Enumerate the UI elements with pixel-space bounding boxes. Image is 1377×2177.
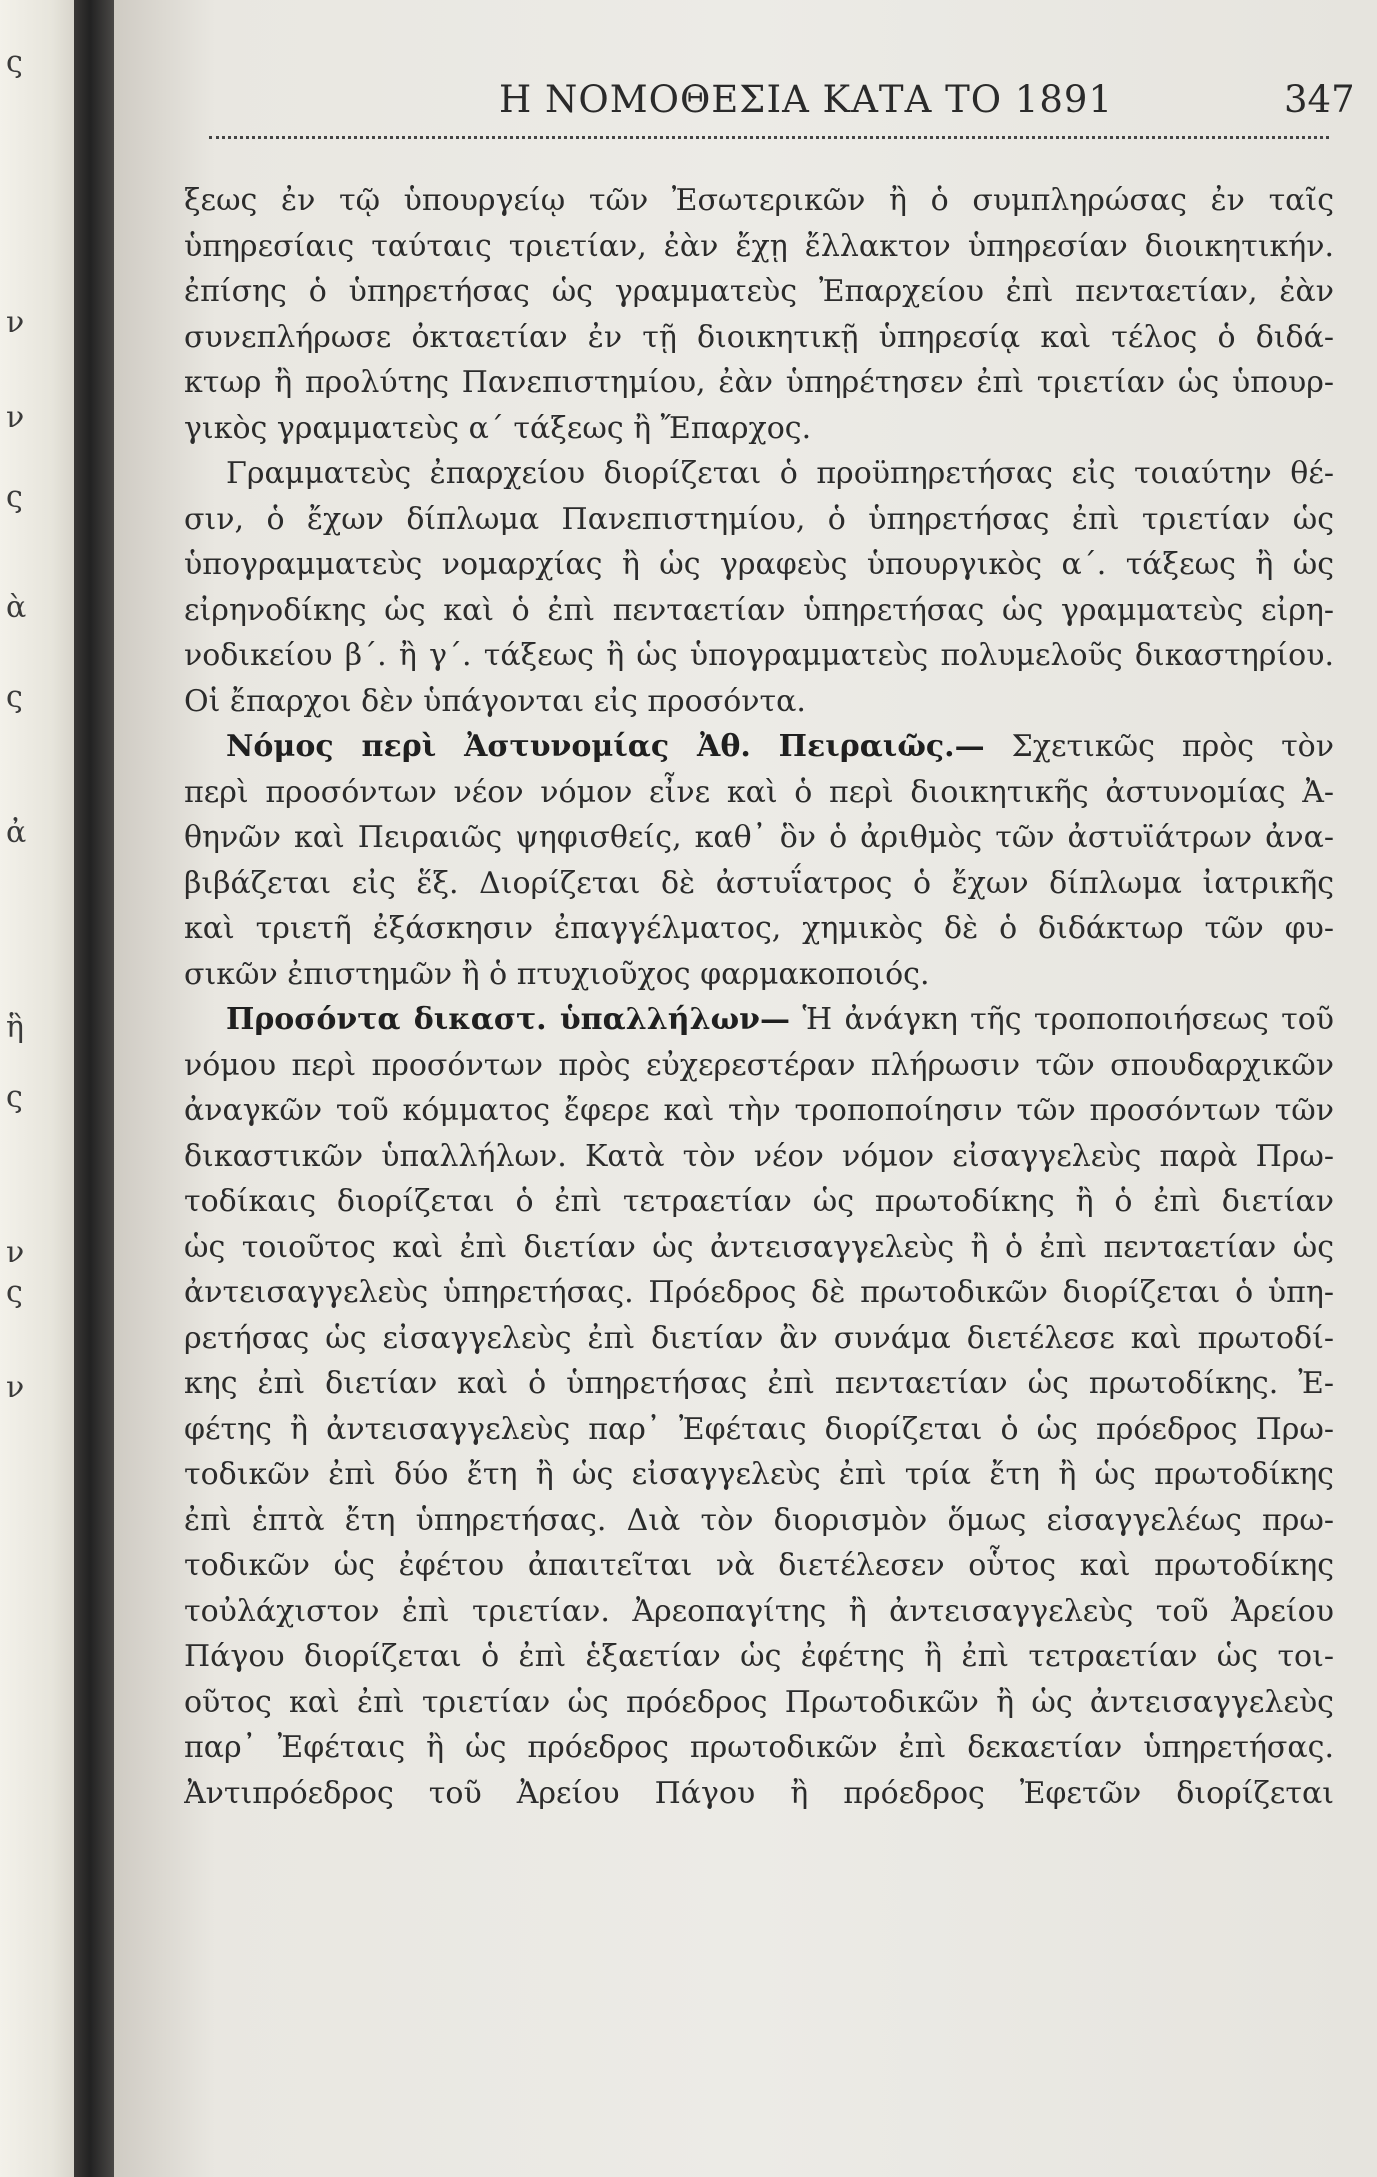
book-gutter <box>74 0 114 2177</box>
text-line <box>184 178 1334 224</box>
line-text: φέτης ἢ ἀντεισαγγελεὺς παρ᾽ Ἐφέταις διορίζεται ὁ ὡς πρόεδρος Πρω- <box>184 1411 1334 1447</box>
line-text: γικὸς γραμματεὺς α΄ τάξεως ἢ Ἔπαρχος. <box>184 410 812 446</box>
line-text: ἀναγκῶν τοῦ κόμματος ἔφερε καὶ τὴν τροποποίησιν τῶν προσόντων τῶν <box>184 1093 1334 1128</box>
line-text: οῦτος καὶ ἐπὶ τριετίαν ὡς πρόεδρος Πρωτοδικῶν ἢ ὡς ἀντεισαγγελεὺς <box>184 1684 1334 1720</box>
line-text: βιβάζεται εἰς ἕξ. Διορίζεται δὲ ἀστυΐατρος ὁ ἔχων δίπλωμα ἰατρικῆς <box>184 865 1334 901</box>
margin-fragment: ς <box>6 680 23 715</box>
line-text: ἀντεισαγγελεὺς ὑπηρετήσας. Πρόεδρος δὲ πρωτοδικῶν διορίζεται ὁ ὑπη- <box>184 1275 1334 1310</box>
text-line <box>184 269 1334 315</box>
margin-fragment: ν <box>6 1235 25 1270</box>
line-text: Σχετικῶς πρὸς τὸν <box>1011 729 1334 764</box>
margin-fragment: ν <box>6 400 25 435</box>
line-text: τοὐλάχιστον ἐπὶ τριετίαν. Ἀρεοπαγίτης ἢ ἀντεισαγγελεὺς τοῦ Ἀρείου <box>184 1593 1334 1629</box>
line-text: ἐπὶ ἑπτὰ ἔτη ὑπηρετήσας. Διὰ τὸν διορισμὸν ὅμως εἰσαγγελέως πρω- <box>184 1502 1334 1538</box>
margin-fragment: ἀ <box>6 815 27 850</box>
text-line <box>184 542 1334 588</box>
text-line <box>184 360 1334 406</box>
text-line <box>184 861 1334 907</box>
line-text: Γραμματεὺς ἐπαρχείου διορίζεται ὁ προϋπηρετήσας εἰς τοιαύτην θέ- <box>226 456 1334 491</box>
line-text: Ἀντιπρόεδρος τοῦ Ἀρείου Πάγου ἢ πρόεδρος Ἐφετῶν διορίζεται <box>184 1775 1334 1811</box>
line-text: ἐπίσης ὁ ὑπηρετήσας ὡς γραμματεὺς Ἐπαρχείου ἐπὶ πενταετίαν, ἐὰν <box>184 274 1334 309</box>
text-line <box>184 679 1334 725</box>
line-text: τοδίκαις διορίζεται ὁ ἐπὶ τετραετίαν ὡς πρωτοδίκης ἢ ὁ ἐπὶ διετίαν <box>184 1184 1334 1219</box>
line-text: εἰρηνοδίκης ὡς καὶ ὁ ἐπὶ πενταετίαν ὑπηρετήσας ὡς γραμματεὺς εἰρη- <box>184 592 1334 628</box>
line-text: δικαστικῶν ὑπαλλήλων. Κατὰ τὸν νέον νόμον εἰσαγγελεὺς παρὰ Πρω- <box>184 1138 1334 1174</box>
line-text: θηνῶν καὶ Πειραιῶς ψηφισθείς, καθ᾽ ὃν ὁ ἀριθμὸς τῶν ἀστυϊάτρων ἀνα- <box>184 820 1334 855</box>
text-line <box>184 815 1334 861</box>
margin-fragment: ν <box>6 305 25 340</box>
line-text: Πάγου διορίζεται ὁ ἐπὶ ἑξαετίαν ὡς ἐφέτης ἢ ἐπὶ τετραετίαν ὡς τοι- <box>184 1639 1334 1674</box>
line-text: σικῶν ἐπιστημῶν ἢ ὁ πτυχιοῦχος φαρμακοποιός. <box>184 956 930 992</box>
text-line <box>184 1452 1334 1498</box>
line-text: ρετήσας ὡς εἰσαγγελεὺς ἐπὶ διετίαν ἂν συνάμα διετέλεσε καὶ πρωτοδί- <box>184 1320 1334 1356</box>
body-text <box>184 178 1334 1816</box>
text-line <box>184 1498 1334 1544</box>
margin-fragment: ς <box>6 45 23 80</box>
text-line <box>184 1725 1334 1771</box>
text-line <box>184 724 1334 770</box>
text-line <box>184 1179 1334 1225</box>
text-line <box>184 1634 1334 1680</box>
text-line <box>184 952 1334 998</box>
line-text: τοδικῶν ἐπὶ δύο ἔτη ἢ ὡς εἰσαγγελεὺς ἐπὶ τρία ἔτη ἢ ὡς πρωτοδίκης <box>184 1457 1334 1492</box>
section-heading: Νόμος περὶ Ἀστυνομίας Ἀθ. Πειραιῶς.— <box>226 729 985 764</box>
text-line <box>184 1043 1334 1089</box>
text-line <box>184 1361 1334 1407</box>
line-text: ξεως ἐν τῷ ὑπουργείῳ τῶν Ἐσωτερικῶν ἢ ὁ συμπληρώσας ἐν ταῖς <box>184 183 1334 218</box>
section-heading: Προσόντα δικαστ. ὑπαλλήλων— <box>226 1002 790 1037</box>
header-rule <box>209 136 1329 139</box>
line-text: κης ἐπὶ διετίαν καὶ ὁ ὑπηρετήσας ἐπὶ πενταετίαν ὡς πρωτοδίκης. Ἐ- <box>184 1366 1334 1401</box>
margin-fragment: ς <box>6 1080 23 1115</box>
facing-page-edge <box>0 0 74 2177</box>
text-line <box>184 588 1334 634</box>
book-page <box>114 0 1377 2177</box>
page-number: 347 <box>1284 78 1355 121</box>
line-text: ὑπηρεσίαις ταύταις τριετίαν, ἐὰν ἔχῃ ἔλλακτον ὑπηρεσίαν διοικητικήν. <box>184 228 1334 264</box>
line-text: καὶ τριετῆ ἐξάσκησιν ἐπαγγέλματος, χημικὸς δὲ ὁ διδάκτωρ τῶν φυ- <box>184 911 1334 946</box>
text-line <box>184 1316 1334 1362</box>
running-header <box>174 70 1354 130</box>
line-text: τοδικῶν ὡς ἐφέτου ἀπαιτεῖται νὰ διετέλεσεν οὗτος καὶ πρωτοδίκης <box>184 1548 1334 1583</box>
text-line <box>184 906 1334 952</box>
margin-fragment: ν <box>6 1370 25 1405</box>
text-line <box>184 1589 1334 1635</box>
text-line <box>184 1225 1334 1271</box>
line-text: παρ᾽ Ἐφέταις ἢ ὡς πρόεδρος πρωτοδικῶν ἐπὶ δεκαετίαν ὑπηρετήσας. <box>184 1730 1334 1765</box>
text-line <box>184 1543 1334 1589</box>
text-line <box>184 1088 1334 1134</box>
text-line <box>184 1407 1334 1453</box>
margin-fragment: ὰ <box>6 590 27 625</box>
text-line <box>184 224 1334 270</box>
text-line <box>184 1680 1334 1726</box>
line-text: συνεπλήρωσε ὀκταετίαν ἐν τῇ διοικητικῇ ὑπηρεσίᾳ καὶ τέλος ὁ διδά- <box>184 319 1334 355</box>
text-line <box>184 997 1334 1043</box>
text-line <box>184 633 1334 679</box>
text-line <box>184 315 1334 361</box>
line-text: ὑπογραμματεὺς νομαρχίας ἢ ὡς γραφεὺς ὑπουργικὸς α΄. τάξεως ἢ ὡς <box>184 547 1334 582</box>
text-line <box>184 770 1334 816</box>
text-line <box>184 497 1334 543</box>
line-text: Ἡ ἀνάγκη τῆς τροποποιήσεως τοῦ <box>802 1002 1334 1037</box>
text-line <box>184 1134 1334 1180</box>
line-text: νόμου περὶ προσόντων πρὸς εὐχερεστέραν πλήρωσιν τῶν σπουδαρχικῶν <box>184 1047 1334 1083</box>
text-line <box>184 1771 1334 1817</box>
running-title: Η ΝΟΜΟΘΕΣΙΑ ΚΑΤΑ ΤΟ 1891 <box>499 78 1114 121</box>
text-line <box>184 451 1334 497</box>
line-text: Οἱ ἔπαρχοι δὲν ὑπάγονται εἰς προσόντα. <box>184 683 806 719</box>
line-text: ὡς τοιοῦτος καὶ ἐπὶ διετίαν ὡς ἀντεισαγγελεὺς ἢ ὁ ἐπὶ πενταετίαν ὡς <box>184 1229 1334 1265</box>
margin-fragment: ἣ <box>6 1010 24 1045</box>
line-text: νοδικείου β΄. ἢ γ΄. τάξεως ἢ ὡς ὑπογραμματεὺς πολυμελοῦς δικαστηρίου. <box>184 638 1334 673</box>
text-line <box>184 1270 1334 1316</box>
line-text: περὶ προσόντων νέον νόμον εἶνε καὶ ὁ περὶ διοικητικῆς ἀστυνομίας Ἀ- <box>184 774 1334 810</box>
line-text: σιν, ὁ ἔχων δίπλωμα Πανεπιστημίου, ὁ ὑπηρετήσας ἐπὶ τριετίαν ὡς <box>184 501 1334 537</box>
line-text: κτωρ ἢ προλύτης Πανεπιστημίου, ἐὰν ὑπηρέτησεν ἐπὶ τριετίαν ὡς ὑπουρ- <box>184 365 1334 400</box>
margin-fragment: ς <box>6 480 23 515</box>
text-line <box>184 406 1334 452</box>
margin-fragment: ς <box>6 1275 23 1310</box>
